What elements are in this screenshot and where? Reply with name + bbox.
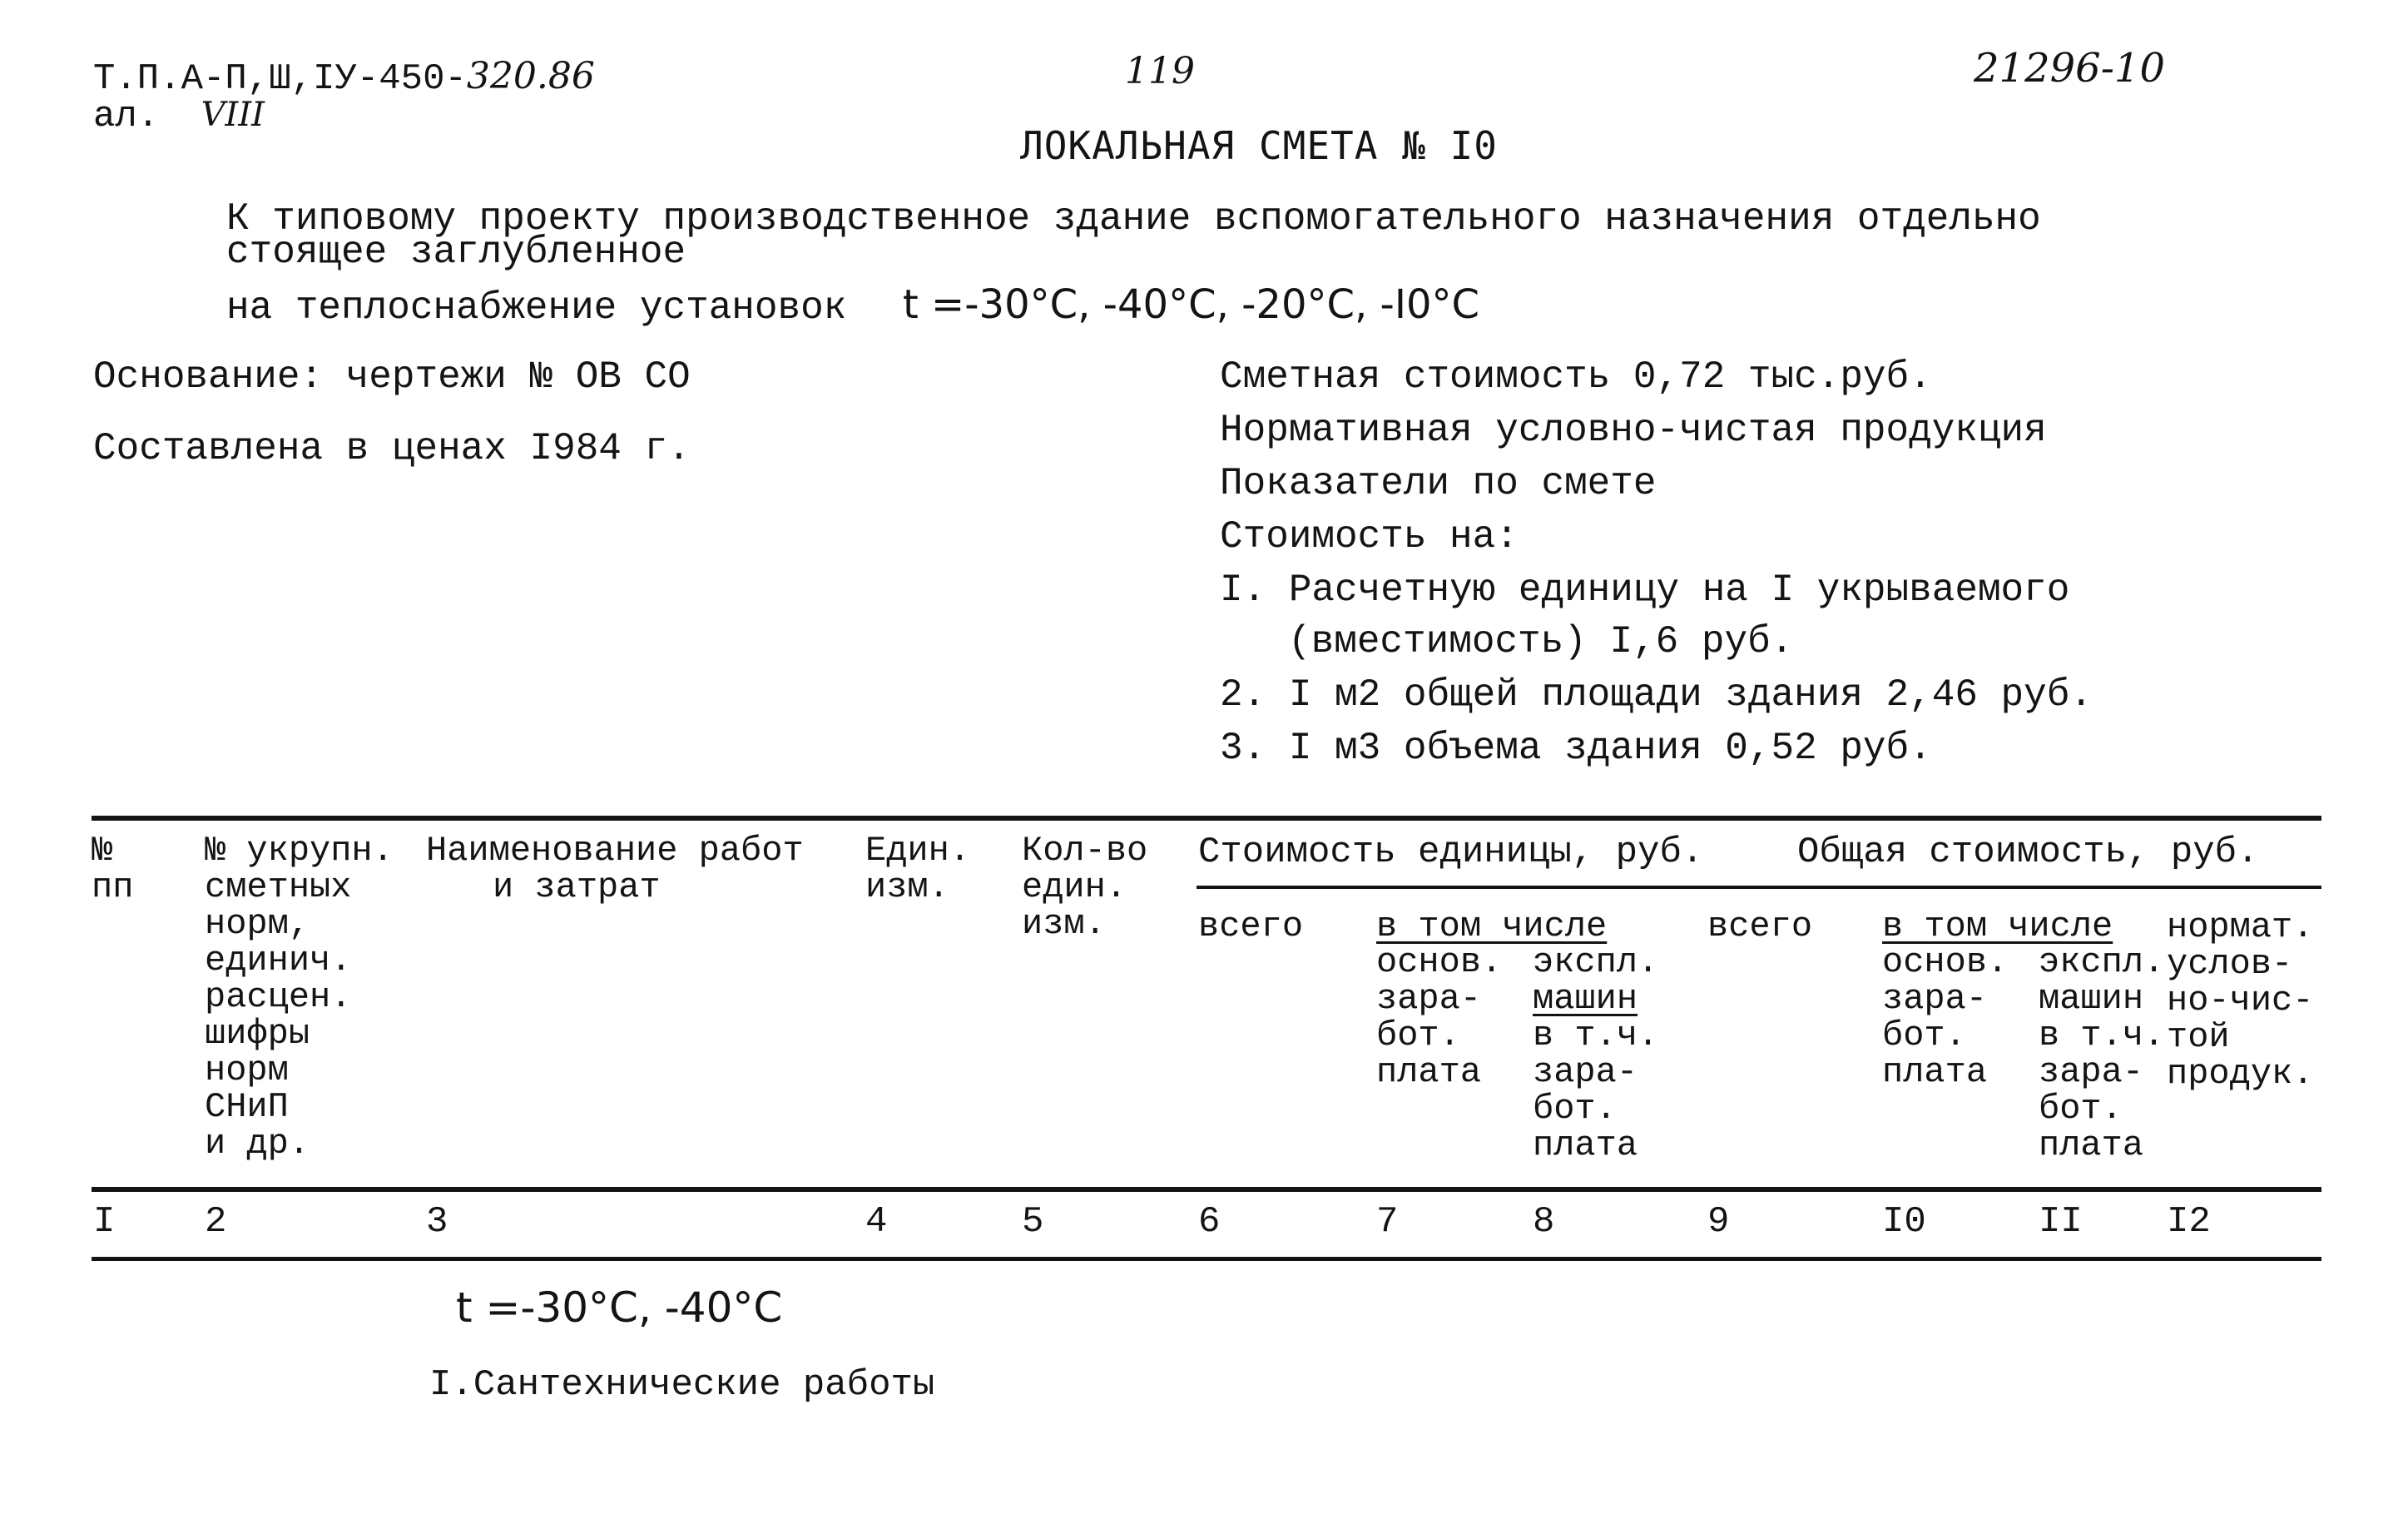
col-4-line: Един. [865, 831, 971, 871]
col-6-header: всего [1198, 906, 1304, 946]
col-3-line: и затрат [493, 867, 661, 907]
col-12-header [2167, 909, 2313, 1092]
col-2-line: расцен. [205, 977, 352, 1017]
col-2-header [205, 832, 394, 1162]
normative-product: Нормативная условно-чистая продукция [1220, 409, 2047, 452]
subject-line-3-prefix: на теплоснабжение установок [226, 286, 847, 330]
col-2-line: и др. [205, 1124, 310, 1164]
column-number: 6 [1198, 1201, 1221, 1243]
estimate-indicators: Показатели по смете [1220, 462, 1657, 505]
col-12-line: но-чис- [2167, 980, 2314, 1020]
indicator-item-1: I. Расчетную единицу на I укрываемого [1220, 568, 2070, 612]
col-2-line: шифры [205, 1014, 310, 1054]
col-11-line: машин [2039, 979, 2144, 1019]
column-number: 5 [1022, 1201, 1044, 1243]
col-5-header [1022, 832, 1147, 942]
column-number: I0 [1882, 1201, 1926, 1243]
col-10-line: основ. [1882, 942, 2009, 982]
cost-on-label: Стоимость на: [1220, 515, 1519, 558]
col-4-line: изм. [865, 867, 949, 907]
estimated-cost: Сметная стоимость 0,72 тыс.руб. [1220, 355, 1932, 399]
col-8-line: экспл. [1533, 942, 1659, 982]
table-top-rule [92, 816, 2321, 821]
col-7-line: основ. [1376, 942, 1503, 982]
col-2-line: сметных [205, 867, 352, 907]
col-11-line: экспл. [2039, 942, 2165, 982]
sheet-label-text: ал. [93, 96, 160, 137]
col-5-line: Кол-во [1022, 831, 1148, 871]
indicator-item-1-cont: (вместимость) I,6 руб. [1288, 620, 1794, 663]
col-11-line: бот. [2039, 1089, 2123, 1129]
col-12-line: продук. [2167, 1054, 2314, 1094]
col-11-line: в т.ч. [2039, 1015, 2165, 1055]
column-number: I2 [2167, 1201, 2211, 1243]
col-8-line: бот. [1533, 1089, 1617, 1129]
col-10-line: зара- [1882, 979, 1988, 1019]
col-1-line: пп [92, 867, 134, 907]
temperature-list: t =-30°C, -40°C, -20°C, -I0°C [902, 281, 1480, 328]
col-4-header [865, 832, 970, 906]
col-3-header [426, 832, 804, 906]
column-number: II [2039, 1201, 2083, 1243]
column-number: 4 [865, 1201, 888, 1243]
col-3-line: Наименование работ [426, 831, 804, 871]
column-number: 8 [1533, 1201, 1555, 1243]
document-code-printed: Т.П.А-П,Ш,IУ-450- [93, 58, 467, 100]
col-9-header: всего [1707, 906, 1813, 946]
table-subheader-rule [1197, 886, 2321, 889]
column-number: 3 [426, 1201, 448, 1243]
document-code [93, 55, 595, 100]
col-2-line: единич. [205, 941, 352, 980]
page-number: 119 [1125, 50, 1195, 92]
table-numbers-rule [92, 1257, 2321, 1261]
col-2-line: норм [205, 1050, 289, 1090]
col-2-line: норм, [205, 904, 310, 944]
indicator-item-2: 2. I м2 общей площади здания 2,46 руб. [1220, 673, 2093, 717]
column-number: I [93, 1201, 116, 1243]
basis-text: Основание: чертежи № ОВ СО [93, 355, 691, 399]
col-7-line: плата [1376, 1052, 1482, 1092]
col-12-line: услов- [2167, 944, 2293, 984]
document-number: 21296-10 [1974, 45, 2165, 92]
col-12-line: той [2167, 1017, 2230, 1057]
sheet-number: VIII [201, 96, 265, 134]
col-5-line: един. [1022, 867, 1127, 907]
col-11-line: зара- [2039, 1052, 2144, 1092]
col-8-line: зара- [1533, 1052, 1638, 1092]
col-8-header [1533, 944, 1658, 1164]
document-code-handwritten: 320.86 [466, 55, 595, 97]
column-number: 7 [1376, 1201, 1399, 1243]
prices-text: Составлена в ценах I984 г. [93, 427, 691, 470]
unit-cost-header: Стоимость единицы, руб. [1198, 831, 1704, 873]
col-8-line: в т.ч. [1533, 1015, 1659, 1055]
col-11-line: плата [2039, 1125, 2144, 1165]
column-number: 9 [1707, 1201, 1730, 1243]
col-1-header [92, 832, 133, 906]
indicator-item-3: 3. I м3 объема здания 0,52 руб. [1220, 727, 1932, 770]
subject-line-2: стоящее заглубленное [226, 231, 686, 274]
col-10-header [1882, 944, 2008, 1090]
col-7-8-subheader: в том числе [1376, 906, 1608, 946]
col-2-line: № укрупн. [205, 831, 394, 871]
subject-line-1: К типовому проекту производственное здание вспомогательного назначения отдельно [226, 197, 2041, 241]
page-title: ЛОКАЛЬНАЯ СМЕТА № I0 [1020, 123, 1498, 168]
col-7-header [1376, 944, 1502, 1090]
section-title: I.Сантехнические работы [429, 1364, 935, 1406]
col-8-line: плата [1533, 1125, 1638, 1165]
col-8-line: машин [1533, 979, 1638, 1019]
temperature-range: t =-30°C, -40°C [456, 1283, 783, 1332]
col-12-line: нормат. [2167, 907, 2314, 947]
sheet-label [93, 98, 265, 135]
col-10-11-subheader: в том числе [1882, 906, 2113, 946]
col-5-line: изм. [1022, 904, 1106, 944]
subject-line-3 [226, 281, 1480, 330]
col-11-header [2039, 944, 2164, 1164]
col-7-line: бот. [1376, 1015, 1460, 1055]
total-cost-header: Общая стоимость, руб. [1797, 831, 2259, 873]
col-7-line: зара- [1376, 979, 1482, 1019]
column-number: 2 [205, 1201, 227, 1243]
col-1-line: № [92, 831, 113, 871]
col-10-line: бот. [1882, 1015, 1966, 1055]
table-header-bottom-rule [92, 1187, 2321, 1192]
col-2-line: СНиП [205, 1087, 289, 1127]
col-10-line: плата [1882, 1052, 1988, 1092]
